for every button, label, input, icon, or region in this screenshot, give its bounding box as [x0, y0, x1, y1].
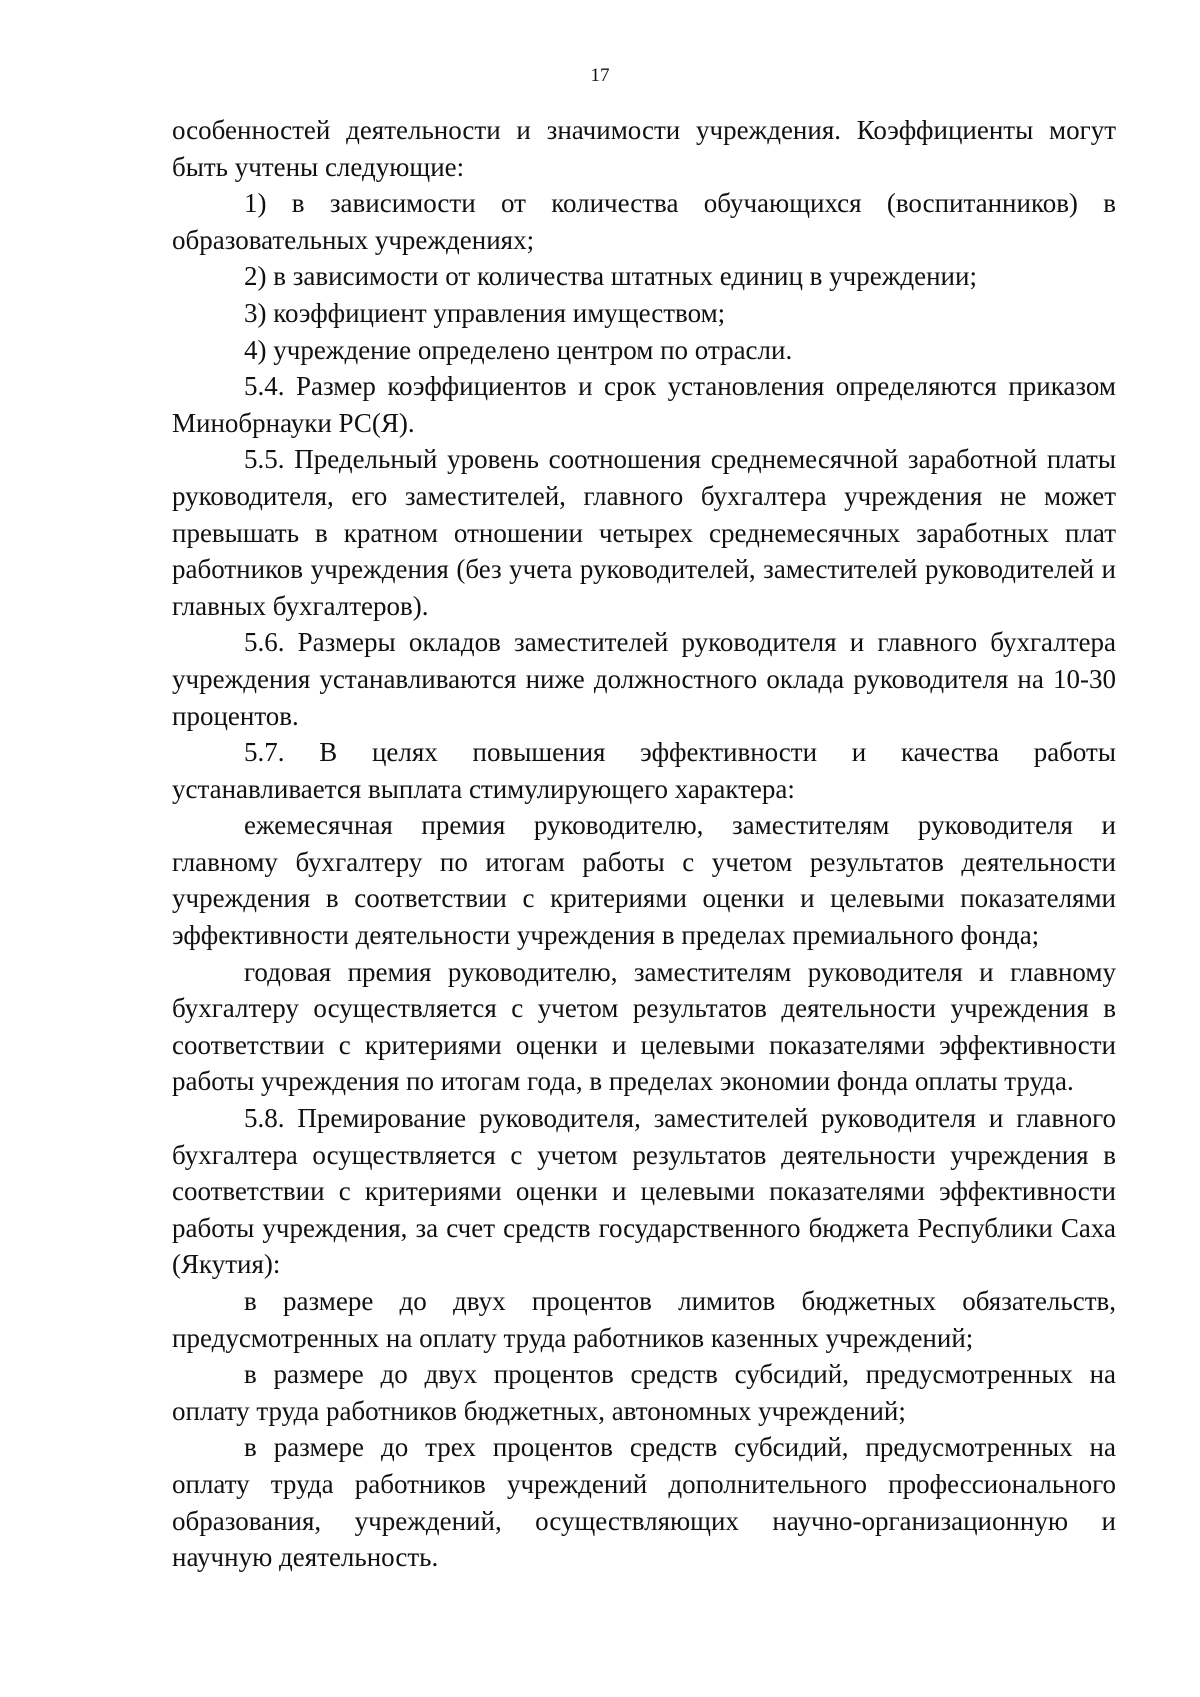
paragraph: в размере до двух процентов лимитов бюджетных обязательств, предусмотренных на оплату труда работников казенных учреждений;	[172, 1286, 1116, 1353]
paragraph: в размере до трех процентов средств субсидий, предусмотренных на оплату труда работников учреждений дополнительного профессионального образования, учреждений, осуществляющих научно-организационную и научную деятельность.	[172, 1432, 1116, 1573]
paragraph: годовая премия руководителю, заместителям руководителя и главному бухгалтеру осуществляется с учетом результатов деятельности учреждения в соответствии с критериями оценки и целевыми показателями эффективности работы учреждения по итогам года, в пределах экономии фонда оплаты труда.	[172, 956, 1116, 1097]
clause-5-6: 5.6. Размеры окладов заместителей руководителя и главного бухгалтера учреждения устанавливаются ниже должностного оклада руководителя на 10-30 процентов.	[172, 627, 1116, 731]
list-item: 2) в зависимости от количества штатных единиц в учреждении;	[244, 261, 977, 292]
paragraph: ежемесячная премия руководителю, заместителям руководителя и главному бухгалтеру по итогам работы с учетом результатов деятельности учреждения в соответствии с критериями оценки и целевыми показателями эффективности деятельности учреждения в пределах премиального фонда;	[172, 810, 1116, 951]
clause-5-5: 5.5. Предельный уровень соотношения среднемесячной заработной платы руководителя, его заместителей, главного бухгалтера учреждения не может превышать в кратном отношении четырех среднемесячных заработных плат работников учреждения (без учета руководителей, заместителей руководителей и главных бухгалтеров).	[172, 444, 1116, 621]
paragraph: особенностей деятельности и значимости учреждения. Коэффициенты могут быть учтены следующие:	[172, 115, 1116, 182]
list-item: 3) коэффициент управления имуществом;	[244, 297, 726, 328]
clause-5-7: 5.7. В целях повышения эффективности и качества работы устанавливается выплата стимулирующего характера:	[172, 737, 1116, 804]
document-body	[172, 112, 1116, 1576]
list-item: 1) в зависимости от количества обучающихся (воспитанников) в образовательных учреждениях;	[172, 188, 1116, 255]
paragraph: в размере до двух процентов средств субсидий, предусмотренных на оплату труда работников бюджетных, автономных учреждений;	[172, 1359, 1116, 1426]
list-item: 4) учреждение определено центром по отрасли.	[244, 334, 793, 365]
clause-5-8: 5.8. Премирование руководителя, заместителей руководителя и главного бухгалтера осуществляется с учетом результатов деятельности учреждения в соответствии с критериями оценки и целевыми показателями эффективности работы учреждения, за счет средств государственного бюджета Республики Саха (Якутия):	[172, 1103, 1116, 1280]
clause-5-4: 5.4. Размер коэффициентов и срок установления определяются приказом Минобрнауки РС(Я).	[172, 371, 1116, 438]
page-number: 17	[590, 65, 610, 86]
